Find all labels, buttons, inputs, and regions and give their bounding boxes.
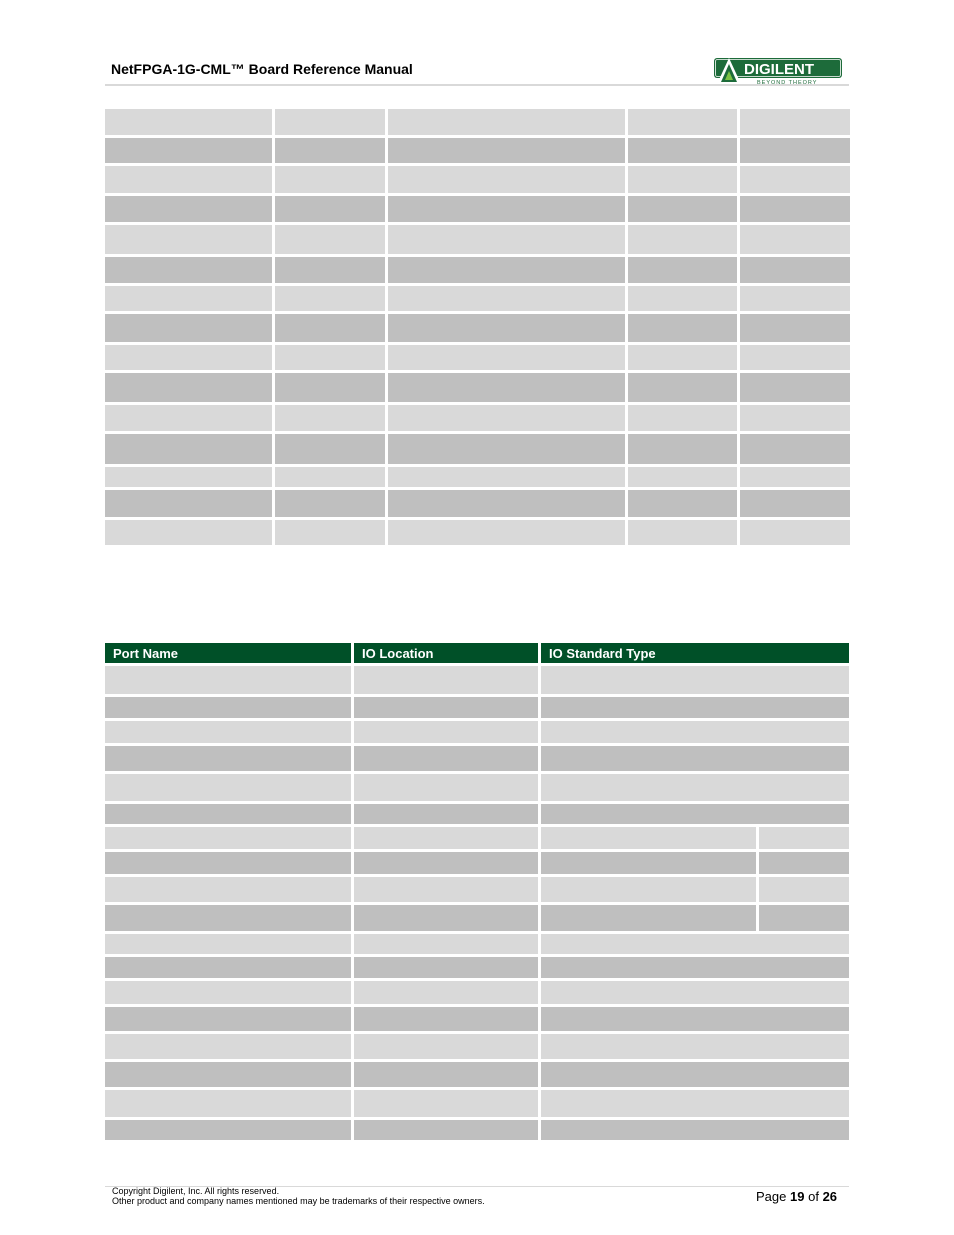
table-cell [740, 345, 850, 370]
table-row [105, 905, 849, 931]
table-cell [275, 405, 385, 431]
table-header-row [105, 643, 849, 663]
table-cell [740, 286, 850, 311]
table-cell [105, 852, 351, 874]
table-cell [354, 827, 538, 849]
table-cell [105, 286, 272, 311]
table-cell [354, 746, 538, 771]
table-cell [740, 490, 850, 517]
table-cell [275, 314, 385, 342]
table-cell [541, 1120, 849, 1140]
table-cell [275, 520, 385, 545]
table-row [105, 957, 849, 978]
table-cell [541, 905, 756, 931]
table-cell [628, 405, 737, 431]
table-row [105, 373, 850, 402]
table-cell [628, 434, 737, 464]
table-cell [275, 257, 385, 283]
table-cell [740, 520, 850, 545]
table-cell [105, 109, 272, 135]
table-cell [354, 905, 538, 931]
table-cell [354, 877, 538, 902]
table-row [105, 196, 850, 222]
table-cell [105, 1090, 351, 1117]
table-cell [354, 721, 538, 743]
table-cell [628, 467, 737, 487]
table-row [105, 981, 849, 1004]
table-row [105, 345, 850, 370]
table-cell [541, 721, 849, 743]
table-cell [275, 373, 385, 402]
table-cell [740, 109, 850, 135]
table-cell [275, 286, 385, 311]
table-cell [740, 434, 850, 464]
table-cell [105, 490, 272, 517]
footer-copyright [112, 1186, 485, 1206]
page-total: 26 [822, 1189, 838, 1204]
table-cell [541, 1062, 849, 1087]
table-cell [275, 467, 385, 487]
table-cell [740, 405, 850, 431]
table-cell [105, 434, 272, 464]
table-cell [354, 957, 538, 978]
table-cell [105, 196, 272, 222]
table-cell [740, 314, 850, 342]
table-cell [388, 109, 625, 135]
table-row [105, 934, 849, 954]
table-cell [740, 138, 850, 163]
header-title: NetFPGA-1G-CML™ Board Reference Manual [111, 61, 413, 77]
table-cell [628, 314, 737, 342]
table-row [105, 746, 849, 771]
table-cell [541, 877, 756, 902]
table-cell [275, 490, 385, 517]
logo-tagline: BEYOND THEORY [757, 80, 818, 86]
table-cell [759, 852, 849, 874]
table-row [105, 697, 849, 718]
table-cell [759, 827, 849, 849]
table-cell [740, 225, 850, 254]
table-cell [388, 196, 625, 222]
table-cell [388, 225, 625, 254]
table-row [105, 286, 850, 311]
table-cell [105, 774, 351, 801]
table-cell [354, 981, 538, 1004]
table-cell [105, 166, 272, 193]
table-cell [628, 166, 737, 193]
table-cell [275, 166, 385, 193]
table-cell [105, 345, 272, 370]
table-cell [105, 746, 351, 771]
table-row [105, 109, 850, 135]
table-cell [541, 697, 849, 718]
table-row [105, 520, 850, 545]
table-cell [628, 490, 737, 517]
copyright-line-2: Other product and company names mentioned may be trademarks of their respective owners. [112, 1196, 485, 1206]
table-cell [105, 905, 351, 931]
table-cell [388, 345, 625, 370]
table-cell [354, 1007, 538, 1031]
logo-text: DIGILENT [744, 61, 814, 78]
table-cell [388, 434, 625, 464]
table-cell [354, 804, 538, 824]
table-cell [628, 373, 737, 402]
table-cell [388, 405, 625, 431]
table-cell [541, 1034, 849, 1059]
table-cell [388, 286, 625, 311]
table-cell [541, 957, 849, 978]
table-cell [354, 1120, 538, 1140]
table-cell [105, 804, 351, 824]
table-row [105, 877, 849, 902]
page-prefix: Page [756, 1189, 787, 1204]
table-cell [275, 138, 385, 163]
table-cell [541, 804, 849, 824]
digilent-logo [712, 56, 844, 86]
table-cell [275, 434, 385, 464]
table-cell [388, 314, 625, 342]
table-cell [354, 1034, 538, 1059]
table-cell [105, 957, 351, 978]
table-cell [740, 373, 850, 402]
table-cell [105, 1062, 351, 1087]
table-cell [628, 225, 737, 254]
table-cell [105, 981, 351, 1004]
table-cell [105, 138, 272, 163]
table-cell [628, 196, 737, 222]
table-cell [628, 138, 737, 163]
table-cell [541, 852, 756, 874]
table-cell [354, 934, 538, 954]
table-cell [541, 981, 849, 1004]
table-cell [628, 520, 737, 545]
table-cell [388, 166, 625, 193]
table-row [105, 314, 850, 342]
table-cell [388, 520, 625, 545]
table-row [105, 257, 850, 283]
table-cell [105, 225, 272, 254]
table-cell [354, 774, 538, 801]
table-row [105, 852, 849, 874]
port-table [102, 640, 852, 1143]
table-cell [105, 405, 272, 431]
table-row [105, 721, 849, 743]
table-cell [105, 666, 351, 694]
column-header-io-standard-type: IO Standard Type [541, 643, 849, 663]
table-cell [541, 746, 849, 771]
table-row [105, 827, 849, 849]
table-row [105, 138, 850, 163]
page-number [756, 1189, 837, 1204]
table-cell [354, 852, 538, 874]
table-cell [628, 109, 737, 135]
table-cell [759, 905, 849, 931]
table-cell [354, 697, 538, 718]
table-cell [541, 827, 756, 849]
table-row [105, 166, 850, 193]
table-cell [275, 345, 385, 370]
table-cell [740, 257, 850, 283]
table-cell [628, 345, 737, 370]
table-1 [102, 106, 853, 548]
table-cell [105, 373, 272, 402]
page-of: of [808, 1189, 819, 1204]
table-cell [105, 827, 351, 849]
table-cell [105, 934, 351, 954]
table-cell [388, 138, 625, 163]
table-row [105, 804, 849, 824]
table-cell [759, 877, 849, 902]
column-header-io-location: IO Location [354, 643, 538, 663]
table-cell [354, 1062, 538, 1087]
table-cell [388, 490, 625, 517]
column-header-port-name: Port Name [105, 643, 351, 663]
table-cell [105, 697, 351, 718]
table-cell [388, 467, 625, 487]
table-cell [740, 196, 850, 222]
table-cell [354, 666, 538, 694]
table-cell [105, 314, 272, 342]
table-row [105, 666, 849, 694]
table-cell [740, 467, 850, 487]
table-row [105, 467, 850, 487]
copyright-line-1: Copyright Digilent, Inc. All rights reserved. [112, 1186, 280, 1196]
table-cell [388, 257, 625, 283]
table-cell [275, 196, 385, 222]
table-cell [105, 1007, 351, 1031]
table-row [105, 1062, 849, 1087]
table-row [105, 225, 850, 254]
table-row [105, 1034, 849, 1059]
table-cell [105, 721, 351, 743]
table-cell [105, 520, 272, 545]
table-cell [354, 1090, 538, 1117]
table-cell [105, 877, 351, 902]
table-cell [541, 934, 849, 954]
table-row [105, 1120, 849, 1140]
table-row [105, 490, 850, 517]
table-row [105, 1007, 849, 1031]
table-cell [275, 225, 385, 254]
table-cell [105, 1034, 351, 1059]
table-cell [541, 666, 849, 694]
table-row [105, 774, 849, 801]
table-row [105, 405, 850, 431]
table-cell [541, 1090, 849, 1117]
table-cell [541, 1007, 849, 1031]
table-cell [275, 109, 385, 135]
table-cell [388, 373, 625, 402]
table-cell [628, 286, 737, 311]
table-cell [740, 166, 850, 193]
table-row [105, 434, 850, 464]
page-current: 19 [790, 1189, 805, 1204]
table-cell [541, 774, 849, 801]
table-cell [105, 1120, 351, 1140]
table-cell [628, 257, 737, 283]
table-row [105, 1090, 849, 1117]
table-cell [105, 467, 272, 487]
table-cell [105, 257, 272, 283]
